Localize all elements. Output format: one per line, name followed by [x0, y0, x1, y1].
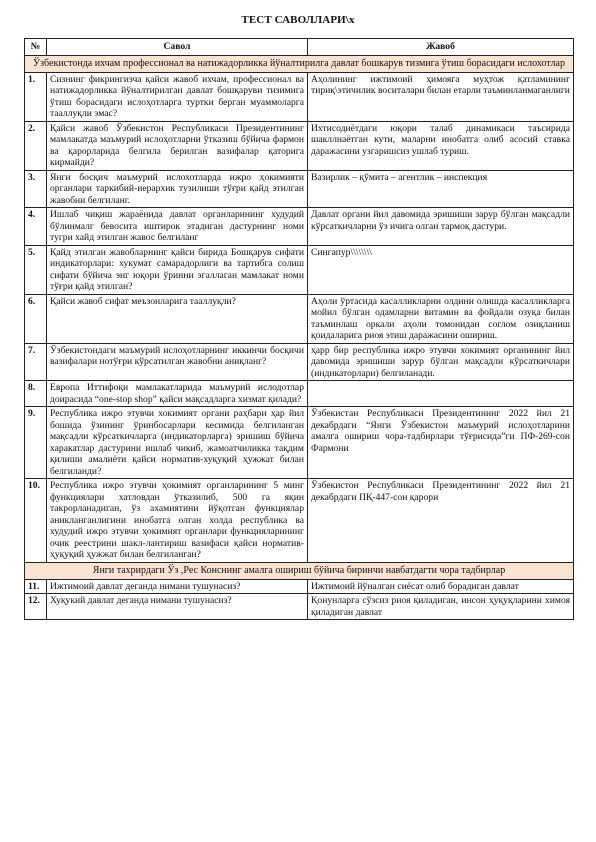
- answer-cell: Ижтимоий йўналган сиёсат олиб борадиган давлат: [308, 579, 574, 594]
- header-answer: Жавоб: [308, 39, 574, 56]
- table-row: [25, 594, 574, 620]
- row-number: 2.: [25, 121, 47, 170]
- table-row: [25, 208, 574, 246]
- page-title: ТЕСТ САВОЛЛАРИ\x: [241, 14, 355, 26]
- question-cell: Қайси жавоб сифат меъзонларига тааллуқли?: [47, 294, 308, 343]
- table-row: [25, 170, 574, 208]
- question-cell: Қайд этилган жавобларнинг қайси бирида Бошқарув сифати индикаторлари: хукумат самарадорлиги ва тартибга солиш сифати бўйича энг юқори ўринни эгаллаган мамлакат номи тўғри қайд этилган?: [47, 245, 308, 294]
- question-cell: Ишлаб чиқиш жараёнида давлат органларининг худудий бўлинмалг бевосита иштирок этадиган дастурнинг номи тугри хайд этилган жавос белгиланг: [47, 208, 308, 246]
- row-number: 1.: [25, 72, 47, 121]
- answer-cell: Сингапур\\\\\\\\: [308, 245, 574, 294]
- answer-cell: Аҳоли ўртасида касалликларни олдини олишда касалликларга мойил бўлган одамларни витамин ва фойдали озуқа билан таъминлаш оркали аҳоли томонидан соглом озиқланиш қоидаларига риоя этиш даражасини ошириш.: [308, 294, 574, 343]
- table-row: [25, 407, 574, 479]
- answer-cell: [308, 381, 574, 407]
- table-row: [25, 479, 574, 563]
- answer-cell: Ихтисодиётдаги юқори талаб динамикаси таъсирида шакллнаётган кути, маларни инобатга олиб асосий ставка даражасини узгаришсиз ушлаб туриш.: [308, 121, 574, 170]
- table-row: [25, 381, 574, 407]
- answer-cell: Ўзбекистан Республикаси Президентининг 2022 йил 21 декабрдаги “Янги Ўзбекистон маъмурий ислоҳотларини амалга ошириш чора-тадбирлари тўғрисида”ги ПФ-269-сон Фармони: [308, 407, 574, 479]
- section-row: [25, 55, 574, 72]
- answer-cell: Давлат органи йил давомида эришиши заруp бўлган мақсадли кўрсаткичларни ўз ичига олган тармоқ дастури.: [308, 208, 574, 246]
- question-cell: Ижтимоий давлат деганда нимани тушунасиз?: [47, 579, 308, 594]
- answer-cell: Ўзбекистон Республикаси Президентининг 2022 йил 21 декабрдаги ПҚ-447-сон қарори: [308, 479, 574, 563]
- table-row: [25, 72, 574, 121]
- section-title: Ўзбекистонда ихчам профессионал ва натижадорликка йўналтирилга давлат бошкарув тизмига ўтиш борасидаги ислохотлар: [25, 55, 574, 72]
- row-number: 10.: [25, 479, 47, 563]
- table-header-row: [25, 39, 574, 56]
- answer-cell: Вазирлик – қўмита – агентлик – инспекция: [308, 170, 574, 208]
- row-number: 4.: [25, 208, 47, 246]
- answer-cell: ҳарр бир республика ижро этувчи хокимият органининг йил давомида эришиши заруp бўлган мақсадли кўрсаткичлари (индикаторлари) белгиланади.: [308, 343, 574, 381]
- section-row: [25, 562, 574, 579]
- answer-cell: Қонунларга сўзсиз риоя қиладиган, инсон ҳуқуқларини химоя қиладиган давлат: [308, 594, 574, 620]
- question-cell: Хуқукий давлат деганда нимани тушунасиз?: [47, 594, 308, 620]
- header-number: №: [25, 39, 47, 56]
- table-row: [25, 245, 574, 294]
- row-number: 7.: [25, 343, 47, 381]
- table-row: [25, 579, 574, 594]
- row-number: 5.: [25, 245, 47, 294]
- row-number: 11.: [25, 579, 47, 594]
- table-row: [25, 121, 574, 170]
- row-number: 3.: [25, 170, 47, 208]
- section-title: Янги тахрирдаги Ўз ,Рес Конснинг амалга ошириш бўйича биринчи навбатдагти чора тадбирлар: [25, 562, 574, 579]
- header-question: Савол: [47, 39, 308, 56]
- question-cell: Республика ижро этувчи хокимият органи раҳбари ҳар йил бошида ўзининг ўринбосарлари кесимида белгиланган мақсадли кўрсаткичларга (индикаторларга) эришиш бўйича харакатлар дастурини ишлаб чикиб, жамоатчиликка тақдим қилиши амалиёти қайси норматив-хуқуқий ҳужжат билан белгиланди?: [47, 407, 308, 479]
- table-row: [25, 343, 574, 381]
- row-number: 8.: [25, 381, 47, 407]
- question-cell: Ўзбекистондаги маъмурий ислоҳотларнинг иккинчи босқичи вазифалари нотўғри кўрсатилган жавобни аниқланг?: [47, 343, 308, 381]
- row-number: 6.: [25, 294, 47, 343]
- questions-table: [24, 38, 574, 620]
- question-cell: Сизнинг фикрингизча қайси жавоб ихчам, профессионал ва натижадорликка йўналтирилган давлат бошқаруви тизимига ўтиш борасидаги ислоҳотларга туртки берган муаммоларга тааллуқли эмас?: [47, 72, 308, 121]
- table-row: [25, 294, 574, 343]
- question-cell: Республика ижро этувчи ҳокимият органларининг 5 минг функциялари хатловдан ўтказилиб, 500 га яқин такрорланадиган, ўз ахамиятини йўқотган функциялар аникланганлигини инобатга олган холда республика ва худудий ижро этувчи ҳокимият органлари функцияларининг очик реестрини шакл-лантириш вазифаси қайси норматив-ҳуқуқий ҳужжат билан белгиланган?: [47, 479, 308, 563]
- row-number: 9.: [25, 407, 47, 479]
- question-cell: Янги босқич маъмурий ислохотларда ижро ҳокимияти органлари таркибий-иерархик тузилиши тўғри қайд этилган жавобни белгиланг.: [47, 170, 308, 208]
- question-cell: Қайси жавоб Ўзбекистон Республикаси Президентининг мамлакатда маъмурий ислоҳотларни ўтказиш бўйича фармон ва қарорларида белгила берилган вазифалар қаторига кирмайди?: [47, 121, 308, 170]
- answer-cell: Аҳолининг ижтимоий ҳимояга муҳтож қатламининг тириқ\этичилик воситалари билан етарли таъминланмаганлиги: [308, 72, 574, 121]
- question-cell: Европа Иттифоқи мамлакатларида маъмурий ислодотлар доирасида “one-stop shop” қайси мақсадларга хизмат қилади?: [47, 381, 308, 407]
- row-number: 12.: [25, 594, 47, 620]
